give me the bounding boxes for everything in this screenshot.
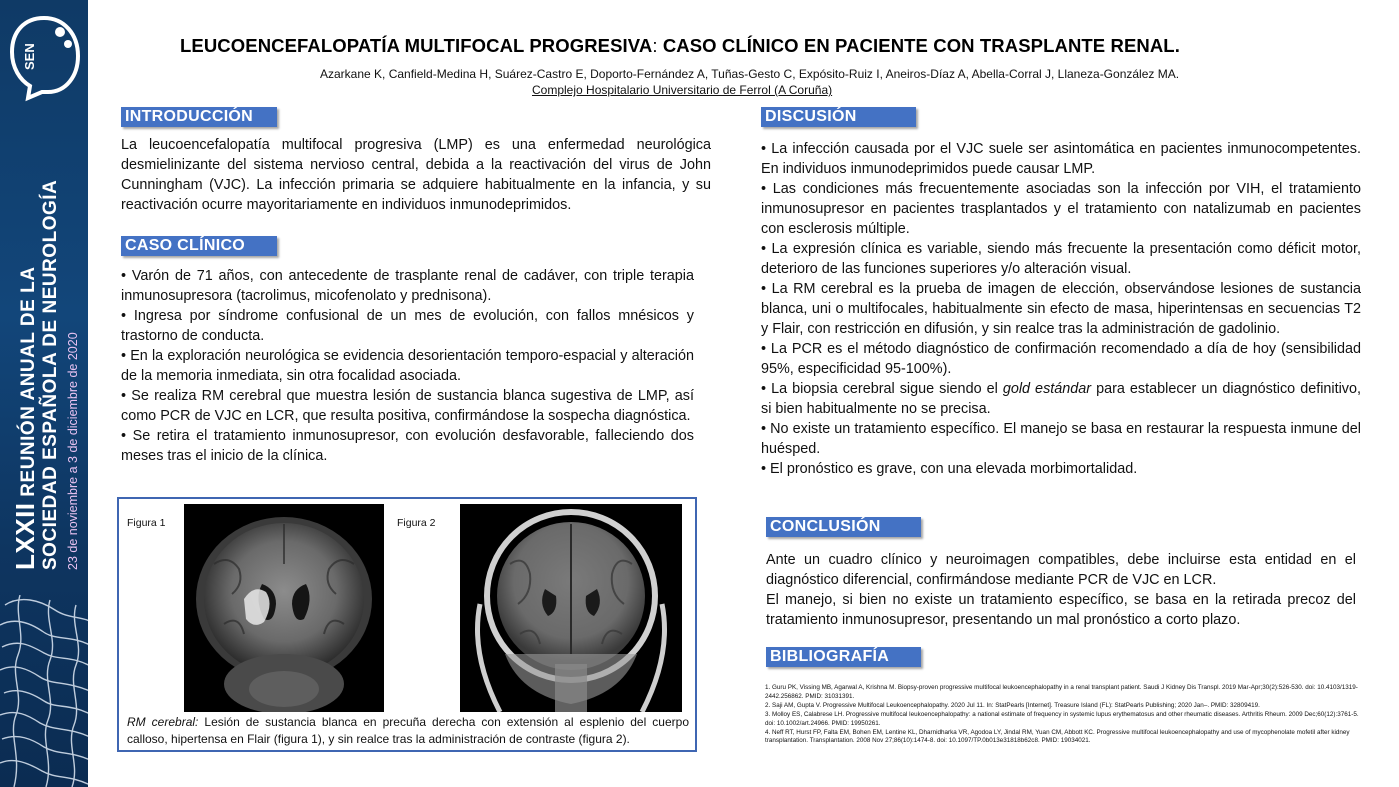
discussion-bullet: • El pronóstico es grave, con una elevada morbimortalidad. xyxy=(761,461,1138,477)
figure-1-label: Figura 1 xyxy=(127,517,166,529)
congress-banner xyxy=(0,0,88,787)
institution: Complejo Hospitalario Universitario de Ferrol (A Coruña) xyxy=(532,83,833,97)
case-bullet: • Ingresa por síndrome confusional de un mes de evolución, con fallos mnésicos y trastorno de conducta. xyxy=(121,308,694,344)
bibliography-list xyxy=(765,684,1365,746)
poster-title: LEUCOENCEFALOPATÍA MULTIFOCAL PROGRESIVA: CASO CLÍNICO EN PACIENTE CON TRASPLANTE RENAL. xyxy=(180,35,1180,56)
banner-text xyxy=(10,170,82,570)
discussion-bullet: • La PCR es el método diagnóstico de confirmación recomendado a día de hoy (sensibilidad 95%, especificidad 95-100%). xyxy=(761,341,1361,377)
section-heading-conclusion: CONCLUSIÓN xyxy=(766,517,921,537)
introduction-text xyxy=(121,135,711,215)
case-bullet: • Se realiza RM cerebral que muestra lesión de sustancia blanca sugestiva de LMP, así como PCR de VJC en LCR, que resulta positiva, confirmándose la sospecha diagnóstica. xyxy=(121,388,694,424)
conclusion-text xyxy=(766,550,1356,630)
banner-line1: LXXII REUNIÓN ANUAL DE LA xyxy=(10,266,40,570)
discussion-bullet: • La infección causada por el VJC suele ser asintomática en pacientes inmunocompetentes. En individuos inmunodeprimidos puede causar LMP. xyxy=(761,141,1361,177)
bibliography-ref: 3. Molloy ES, Calabrese LH. Progressive multifocal leukoencephalopathy: a national estimate of frequency in systemic lupus erythematosus and other rheumatic diseases. Arthritis Rheum. 2009 Dec;60(12):3761-5. doi: 10.1002/art.24966. PMID: 19950261. xyxy=(765,710,1359,727)
discussion-bullet-biopsy: • La biopsia cerebral sigue siendo el gold estándar para establecer un diagnóstico definitivo, si bien habitualmente no se precisa. xyxy=(761,381,1362,417)
discussion-bullet: • La RM cerebral es la prueba de imagen de elección, observándose lesiones de sustancia blanca, uni o multifocales, habitualmente sin efecto de masa, hiperintensas en secuencias T2 y Flair, con restricción en difusión, y sin realce tras la administración de gadolinio. xyxy=(761,281,1361,337)
sen-logo-text: SEN xyxy=(22,43,37,70)
banner-line2: SOCIEDAD ESPAÑOLA DE NEUROLOGÍA xyxy=(40,179,61,570)
banner-dates: 23 de noviembre a 3 de diciembre de 2020 xyxy=(66,332,80,570)
section-heading-introduccion: INTRODUCCIÓN xyxy=(121,107,277,127)
discussion-bullet: • La expresión clínica es variable, siendo más frecuente la presentación como déficit motor, deterioro de las funciones superiores y/o alteración visual. xyxy=(761,241,1361,277)
figure-panel xyxy=(117,497,697,752)
figure-2-label: Figura 2 xyxy=(397,517,436,529)
case-list xyxy=(121,266,694,466)
conclusion-paragraph: El manejo, si bien no existe un tratamiento específico, se basa en la retirada precoz del tratamiento inmunosupresor, presentando un mal pronóstico a corto plazo. xyxy=(766,592,1356,628)
case-bullet: • En la exploración neurológica se evidencia desorientación temporo-espacial y alteración de la memoria inmediata, sin otra focalidad asociada. xyxy=(121,348,694,384)
bibliography-ref: 2. Saji AM, Gupta V. Progressive Multifocal Leukoencephalopathy. 2020 Jul 11. In: StatPearls [Internet]. Treasure Island (FL): StatPearls Publishing; 2020 Jan–. PMID: 32809419. xyxy=(765,701,1260,709)
authors: Azarkane K, Canfield-Medina H, Suárez-Castro E, Doporto-Fernández A, Tuñas-Gesto C, Expósito-Ruiz I, Aneiros-Díaz A, Abella-Corral J, Llaneza-González MA. xyxy=(320,67,1180,81)
figure-caption: RM cerebral: Lesión de sustancia blanca en precuña derecha con extensión al esplenio del cuerpo calloso, hipertensa en Flair (figura 1), y sin realce tras la administración de contraste (figura 2). xyxy=(127,715,689,746)
figure-2-mri-t1 xyxy=(460,504,682,712)
bibliography-ref: 4. Neff RT, Hurst FP, Falta EM, Bohen EM, Lentine KL, Dharnidharka VR, Agodoa LY, Jindal RM, Yuan CM, Abbott KC. Progressive multifocal leukoencephalopathy and use of mycophenolate mofetil after kidney transplantation. Transplantation. 2008 Nov 27;86(10):1474-8. doi: 10.1097/TP.0b013e31818b62c8. PMID: 19034021. xyxy=(765,728,1350,745)
figure-1-mri-flair xyxy=(184,504,384,712)
introduction-paragraph: La leucoencefalopatía multifocal progresiva (LMP) es una enfermedad neurológica desmielinizante del sistema nervioso central, debida a la reactivación del virus de John Cunningham (VJC). La infección primaria se adquiere habitualmente en la infancia, y su reactivación ocurre mayoritariamente en individuos inmunodeprimidos. xyxy=(121,137,711,213)
section-heading-bibliografia: BIBLIOGRAFÍA xyxy=(766,647,921,667)
conclusion-paragraph: Ante un cuadro clínico y neuroimagen compatibles, debe incluirse esta entidad en el diagnóstico diferencial, confirmándose mediante PCR de VJC en LCR. xyxy=(766,552,1356,588)
bibliography-ref: 1. Guru PK, Vissing MB, Agarwal A, Krishna M. Biopsy-proven progressive multifocal leukoencephalopathy in a renal transplant patient. Saudi J Kidney Dis Transpl. 2019 Mar-Apr;30(2):526-530. doi: 10.4103/1319-2442.256862. PMID: 31031391. xyxy=(765,684,1358,700)
section-heading-discusion: DISCUSIÓN xyxy=(761,107,916,127)
case-bullet: • Varón de 71 años, con antecedente de trasplante renal de cadáver, con triple terapia inmunosupresora (tacrolimus, micofenolato y prednisona). xyxy=(121,268,694,304)
sen-logo xyxy=(4,10,84,105)
discussion-list xyxy=(761,139,1361,479)
brain-decoration xyxy=(0,595,88,787)
discussion-bullet: • Las condiciones más frecuentemente asociadas son la infección por VIH, el tratamiento inmunosupresor en pacientes trasplantados y el tratamiento con natalizumab en pacientes con esclerosis múltiple. xyxy=(761,181,1361,237)
case-bullet: • Se retira el tratamiento inmunosupresor, con evolución desfavorable, falleciendo dos meses tras el inicio de la clínica. xyxy=(121,428,694,464)
section-heading-caso-clinico: CASO CLÍNICO xyxy=(121,236,277,256)
discussion-bullet: • No existe un tratamiento específico. El manejo se basa en restaurar la respuesta inmune del huésped. xyxy=(761,421,1361,457)
